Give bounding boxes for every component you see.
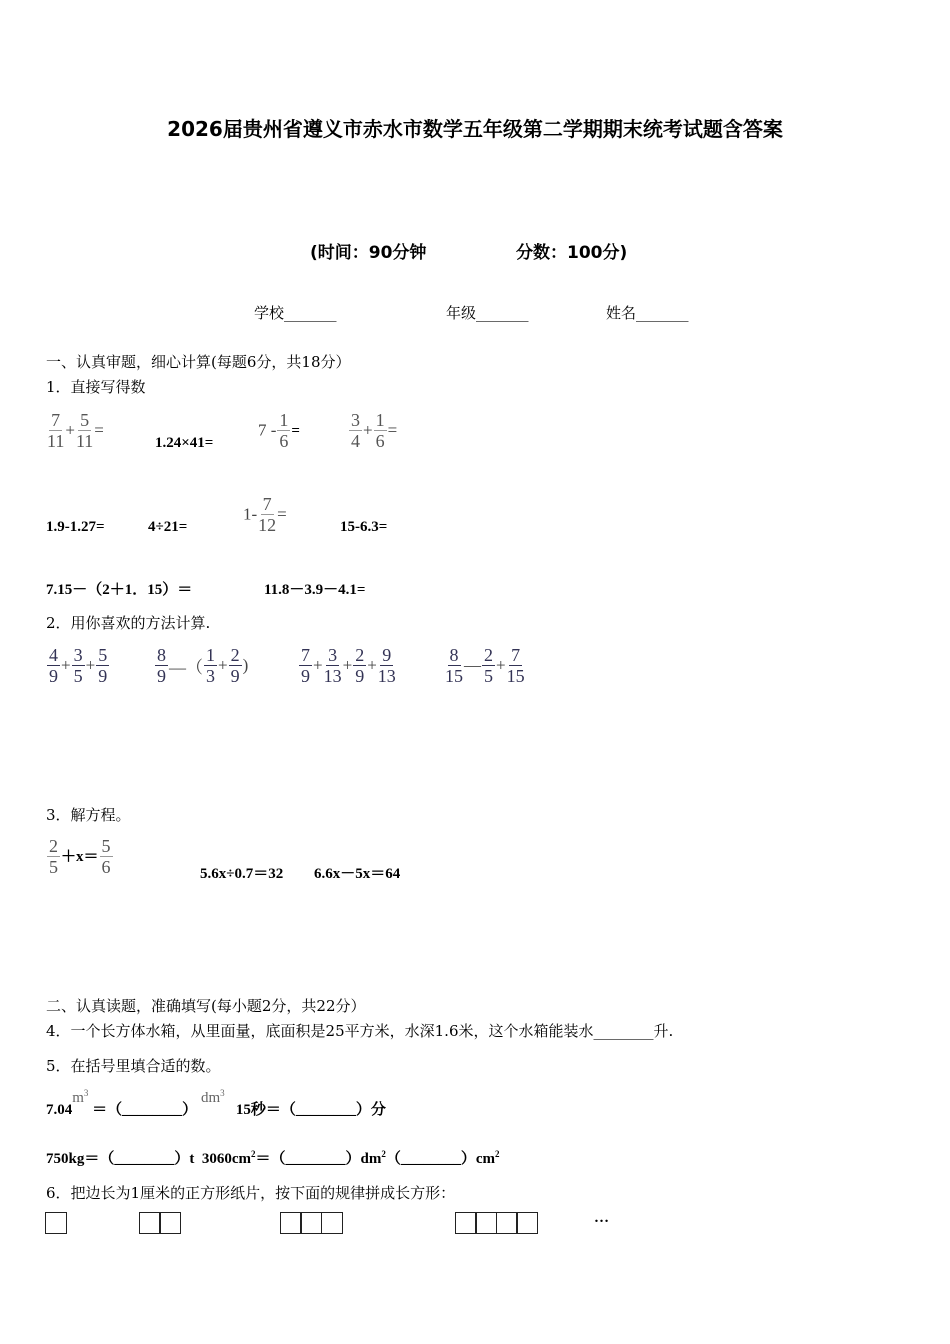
q3-equation-3: 6.6x－5x＝64 — [314, 866, 401, 882]
q1-expr-9: 7.15－（2＋1．15）＝ — [46, 582, 193, 598]
question-5-label: 5．在括号里填合适的数。 — [46, 1057, 221, 1075]
q2-expr-4: $\frac{8}{15}$ — $\frac{2}{5}$ + $\frac{7}{15}$ — [445, 645, 525, 686]
q3-equation-1: $\frac{2}{5}$ ＋x＝ $\frac{5}{6}$ — [49, 836, 111, 877]
q1-expr-5: 1.9-1.27= — [46, 519, 105, 535]
page-title: 2026届贵州省遵义市赤水市数学五年级第二学期期末统考试题含答案 — [167, 117, 783, 141]
time-label: (时间：90分钟 — [310, 243, 427, 263]
square-pattern-2 — [140, 1212, 181, 1238]
q3-equation-2: 5.6x÷0.7＝32 — [200, 866, 284, 882]
q1-expr-10: 11.8－3.9－4.1= — [264, 582, 366, 598]
q1-expr-8: 15-6.3= — [340, 519, 388, 535]
score-label: 分数：100分) — [516, 243, 628, 263]
q1-expr-7: 1- $\frac{7}{12}$ = — [243, 494, 287, 535]
name-field: 姓名_______ — [606, 304, 689, 322]
square-pattern-3 — [281, 1212, 343, 1238]
question-4: 4．一个长方体水箱，从里面量，底面积是25平方米，水深1.6米，这个水箱能装水________升. — [46, 1022, 674, 1040]
q1-expr-6: 4÷21= — [148, 519, 188, 535]
section-1-heading: 一、认真审题，细心计算(每题6分，共18分） — [46, 353, 351, 371]
school-field: 学校_______ — [254, 304, 337, 322]
question-6-label: 6．把边长为1厘米的正方形纸片，按下面的规律拼成长方形： — [46, 1184, 456, 1202]
q5-line-2: 750kg＝（________）t $3060cm^2=(\_\_\_\_\_\_\_\_)dm^2(\_\_\_\_\_\_\_\_)cm^2$ — [46, 1149, 500, 1167]
pattern-ellipsis: … — [594, 1210, 609, 1226]
section-2-heading: 二、认真读题，准确填写(每小题2分，共22分） — [46, 997, 366, 1015]
q1-expr-2: 1.24×41= — [155, 435, 214, 451]
q5-line-1: $7.04m^3$ ＝（________） $dm^3$ 15秒＝（________）分 — [46, 1088, 386, 1118]
square-pattern-1 — [46, 1212, 67, 1238]
question-1-label: 1．直接写得数 — [46, 378, 146, 396]
question-2-label: 2．用你喜欢的方法计算. — [46, 614, 211, 632]
question-3-label: 3．解方程。 — [46, 806, 131, 824]
q1-expr-1: $\frac{7}{11}$ + $\frac{5}{11}$ = — [47, 410, 104, 451]
q2-expr-1: $\frac{4}{9}$ + $\frac{3}{5}$ + $\frac{5}{9}$ — [49, 645, 108, 686]
q2-expr-3: $\frac{7}{9}$ + $\frac{3}{13}$ + $\frac{2}{9}$ + $\frac{9}{13}$ — [301, 645, 396, 686]
grade-field: 年级_______ — [446, 304, 529, 322]
square-pattern-4 — [456, 1212, 538, 1238]
q1-expr-4: $\frac{3}{4}$ + $\frac{1}{6}$ = — [351, 410, 398, 451]
q2-expr-2: $\frac{8}{9}$ —（ $\frac{1}{3}$ + $\frac{2}{9}$ ) — [157, 645, 249, 686]
q1-expr-3: 7 - $\frac{1}{6}$ = — [258, 410, 300, 451]
